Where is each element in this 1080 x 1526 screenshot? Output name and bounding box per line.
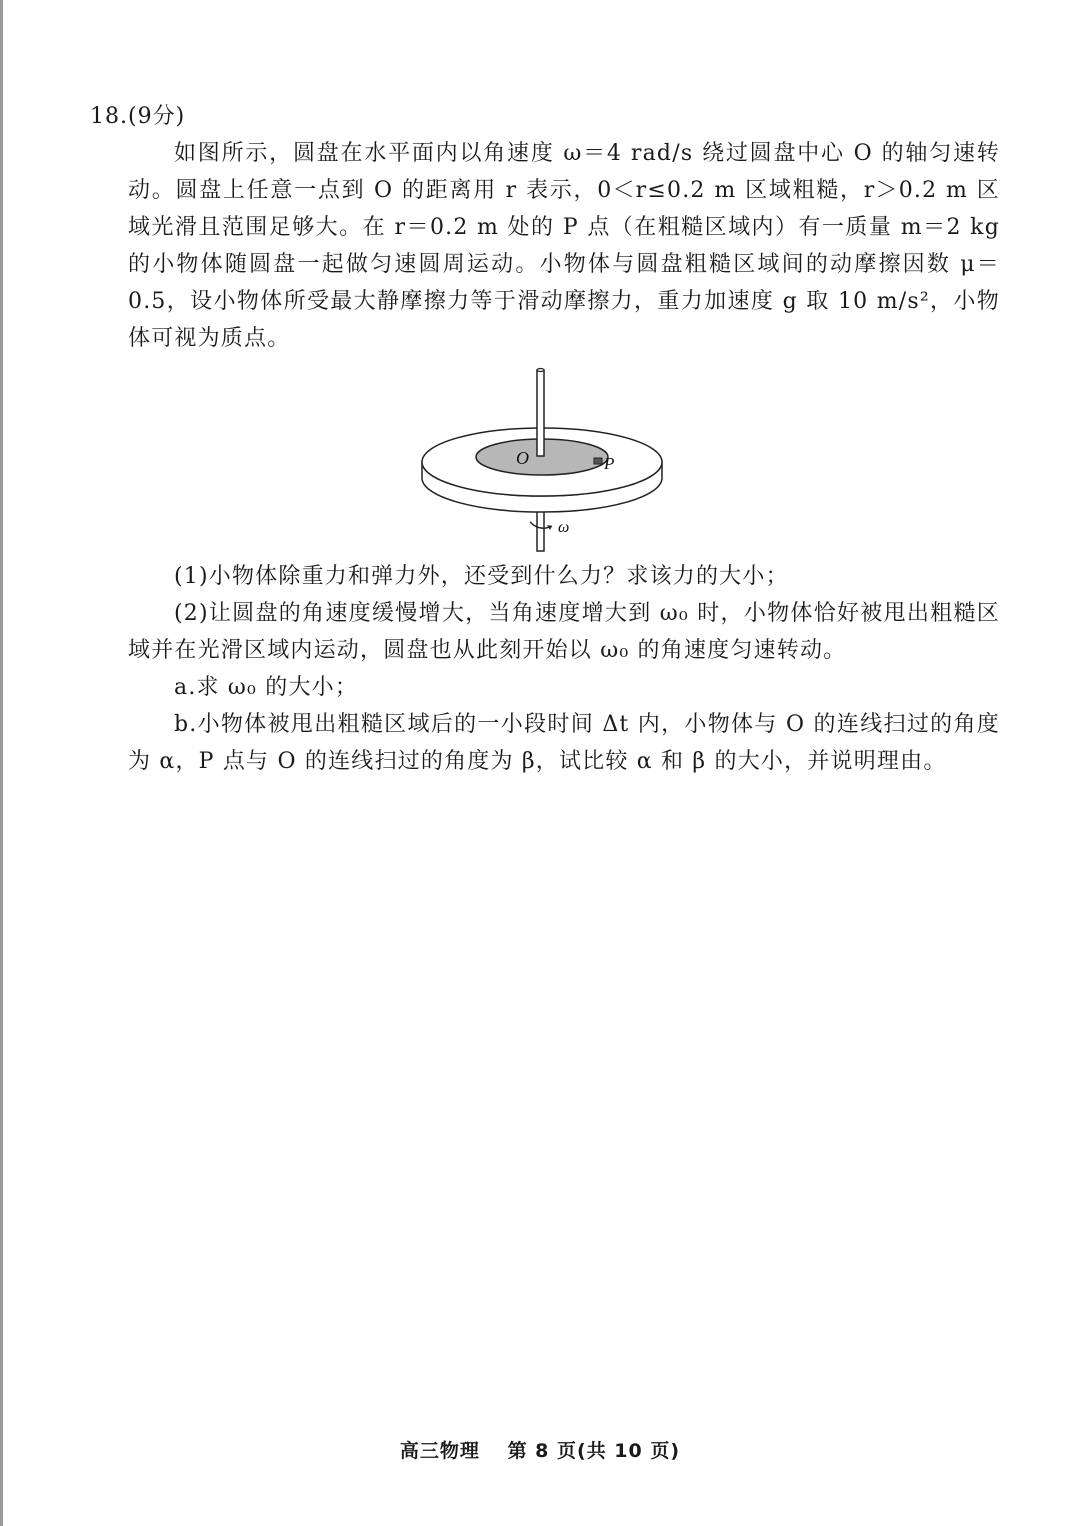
rotating-disk-figure: [418, 366, 666, 556]
label-p: P: [604, 454, 615, 473]
page-footer: [0, 1436, 1080, 1463]
question-part-a: a.求 ω₀ 的大小；: [174, 675, 359, 700]
point-p-object: [594, 458, 602, 464]
footer-page: 第 8 页(共 10 页): [507, 1440, 681, 1462]
label-o: O: [516, 448, 529, 468]
label-omega: ω: [558, 519, 570, 536]
shaft-top: [537, 370, 544, 456]
question-intro: 如图所示，圆盘在水平面内以角速度 ω＝4 rad/s 绕过圆盘中心 O 的轴匀速转动。圆盘上任意一点到 O 的距离用 r 表示，0＜r≤0.2 m 区域粗糙，r＞0.2 m 区域光滑且范围足够大。在 r＝0.2 m 处的 P 点（在粗糙区域内）有一质量 m＝2 kg 的小物体随圆盘一起做匀速圆周运动。小物体与圆盘粗糙区域间的动摩擦因数 μ＝0.5，设小物体所受最大静摩擦力等于滑动摩擦力，重力加速度 g 取 10 m/s²，小物体可视为质点。: [128, 141, 1000, 351]
question-part-b: b.小物体被甩出粗糙区域后的一小段时间 Δt 内，小物体与 O 的连线扫过的角度为 α，P 点与 O 的连线扫过的角度为 β，试比较 α 和 β 的大小，并说明理由。: [128, 712, 1000, 774]
question-number: 18.(9分): [90, 104, 186, 129]
page-edge: [0, 0, 3, 1526]
footer-subject: 高三物理: [399, 1440, 480, 1462]
question-part-1: (1)小物体除重力和弹力外，还受到什么力？求该力的大小；: [174, 564, 789, 589]
question-part-2: (2)让圆盘的角速度缓慢增大，当角速度增大到 ω₀ 时，小物体恰好被甩出粗糙区域并在光滑区域内运动，圆盘也从此刻开始以 ω₀ 的角速度匀速转动。: [128, 601, 1000, 663]
